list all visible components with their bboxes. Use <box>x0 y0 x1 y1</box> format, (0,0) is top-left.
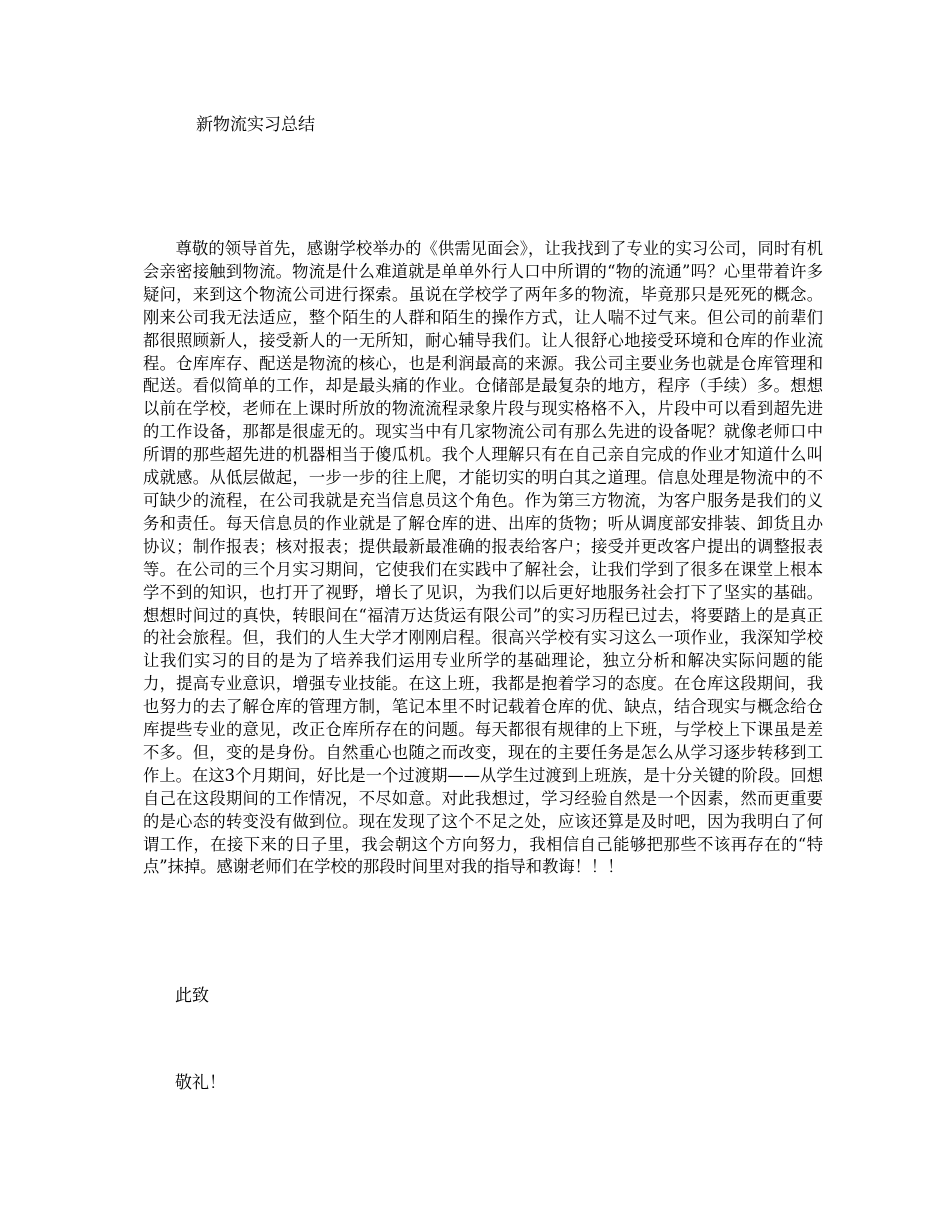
closing-salutation: 此致 <box>175 986 209 1006</box>
closing-regards: 敬礼！ <box>175 1073 226 1093</box>
document-body: 尊敬的领导首先，感谢学校举办的《供需见面会》，让我找到了专业的实习公司，同时有机会亲密接触到物流。物流是什么难道就是单单外行人口中所谓的“物的流通”吗？心里带着许多疑问，来到这个物流公司进行探索。虽说在学校学了两年多的物流，毕竟那只是死死的概念。刚来公司我无法适应，整个陌生的人群和陌生的操作方式，让人喘不过气来。但公司的前辈们都很照顾新人，接受新人的一无所知，耐心辅导我们。让人很舒心地接受环境和仓库的作业流程。仓库库存、配送是物流的核心，也是利润最高的来源。我公司主要业务也就是仓库管理和配送。看似简单的工作，却是最头痛的作业。仓储部是最复杂的地方，程序（手续）多。想想以前在学校，老师在上课时所放的物流流程录象片段与现实格格不入，片段中可以看到超先进的工作设备，那都是很虚无的。现实当中有几家物流公司有那么先进的设备呢？就像老师口中所谓的那些超先进的机器相当于傻瓜机。我个人理解只有在自己亲自完成的作业才知道什么叫成就感。从低层做起，一步一步的往上爬，才能切实的明白其之道理。信息处理是物流中的不可缺少的流程，在公司我就是充当信息员这个角色。作为第三方物流，为客户服务是我们的义务和责任。每天信息员的作业就是了解仓库的进、出库的货物；听从调度部安排装、卸货且办协议；制作报表；核对报表；提供最新最准确的报表给客户；接受并更改客户提出的调整报表等。在公司的三个月实习期间，它使我们在实践中了解社会，让我们学到了很多在课堂上根本学不到的知识，也打开了视野，增长了见识，为我们以后更好地服务社会打下了坚实的基础。想想时间过的真快，转眼间在“福清万达货运有限公司”的实习历程已过去，将要踏上的是真正的社会旅程。但，我们的人生大学才刚刚启程。很高兴学校有实习这么一项作业，我深知学校让我们实习的目的是为了培养我们运用专业所学的基础理论，独立分析和解决实际问题的能力，提高专业意识，增强专业技能。在这上班，我都是抱着学习的态度。在仓库这段期间，我也努力的去了解仓库的管理方制，笔记本里不时记载着仓库的优、缺点，结合现实与概念给仓库提些专业的意见，改正仓库所存在的问题。每天都很有规律的上下班，与学校上下课虽是差不多。但，变的是身份。自然重心也随之而改变，现在的主要任务是怎么从学习逐步转移到工作上。在这3个月期间，好比是一个过渡期——从学生过渡到上班族，是十分关键的阶段。回想自己在这段期间的工作情况，不尽如意。对此我想过，学习经验自然是一个因素，然而更重要的是心态的转变没有做到位。现在发现了这个不足之处，应该还算是及时吧，因为我明白了何谓工作，在接下来的日子里，我会朝这个方向努力，我相信自己能够把那些不该再存在的“特点”抹掉。感谢老师们在学校的那段时间里对我的指导和教诲！！！ <box>143 239 823 877</box>
document-title: 新物流实习总结 <box>196 115 315 135</box>
